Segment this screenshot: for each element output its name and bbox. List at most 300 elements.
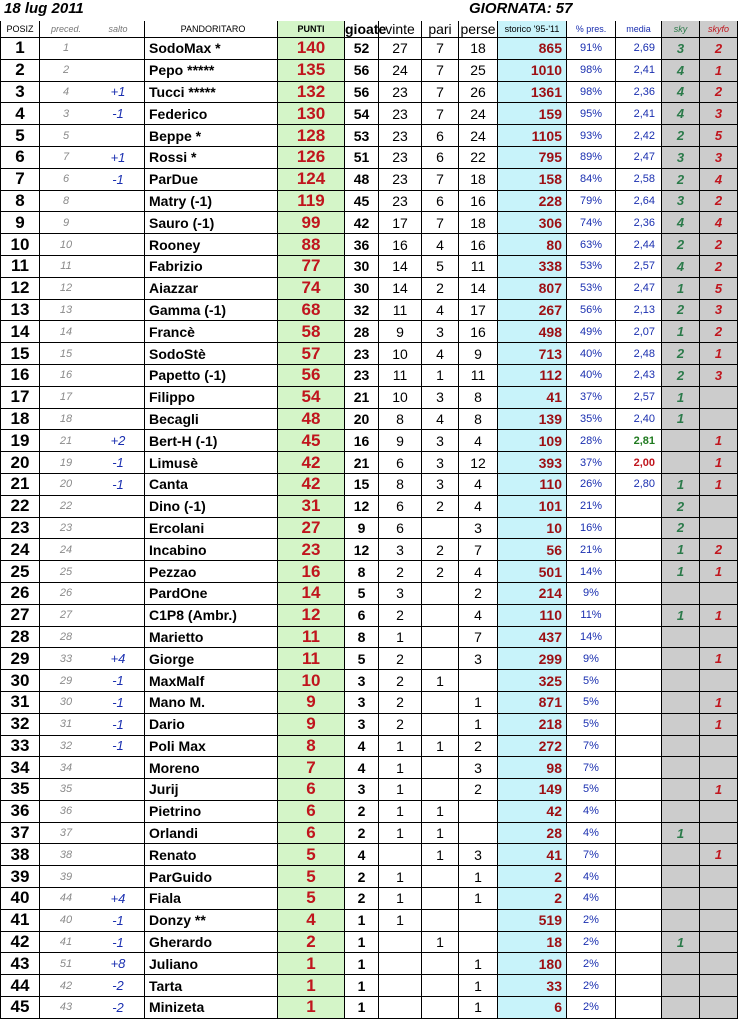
player-name-cell: Moreno [145,757,278,779]
sky-cell: 3 [662,146,700,168]
position-cell: 33 [1,735,40,757]
average-cell: 2,80 [616,473,662,495]
points-cell: 4 [278,909,345,931]
historical-cell: 42 [498,800,567,822]
position-change-cell [92,582,145,604]
previous-position-cell: 6 [40,168,93,190]
historical-cell: 871 [498,691,567,713]
won-cell: 1 [379,866,422,888]
average-cell [616,822,662,844]
played-cell: 56 [345,81,379,103]
position-cell: 18 [1,408,40,430]
won-cell [379,975,422,997]
player-name-cell: MaxMalf [145,670,278,692]
lost-cell: 17 [459,299,498,321]
drawn-cell: 3 [422,473,459,495]
giornata-number: 57 [555,0,573,17]
presence-pct-cell: 7% [567,735,616,757]
skyfo-cell: 1 [700,59,738,81]
presence-pct-cell: 9% [567,648,616,670]
presence-pct-cell: 35% [567,408,616,430]
previous-position-cell: 20 [40,473,93,495]
position-cell: 15 [1,343,40,365]
played-cell: 56 [345,59,379,81]
lost-cell [459,931,498,953]
won-cell: 23 [379,103,422,125]
col-header-preced: preced. [40,21,93,38]
points-cell: 77 [278,255,345,277]
player-name-cell: Federico [145,103,278,125]
won-cell: 2 [379,670,422,692]
position-cell: 14 [1,321,40,343]
position-cell: 4 [1,103,40,125]
skyfo-cell [700,931,738,953]
drawn-cell: 2 [422,495,459,517]
sky-cell: 2 [662,299,700,321]
position-cell: 2 [1,59,40,81]
average-cell [616,866,662,888]
lost-cell: 1 [459,691,498,713]
table-row [1,931,738,953]
position-cell: 11 [1,255,40,277]
table-row [1,670,738,692]
drawn-cell: 7 [422,212,459,234]
presence-pct-cell: 26% [567,473,616,495]
previous-position-cell: 21 [40,430,93,452]
average-cell [616,626,662,648]
player-name-cell: Rossi * [145,146,278,168]
player-name-cell: Gherardo [145,931,278,953]
points-cell: 12 [278,604,345,626]
position-cell: 43 [1,953,40,975]
played-cell: 28 [345,321,379,343]
won-cell: 1 [379,909,422,931]
position-cell: 25 [1,561,40,583]
historical-cell: 299 [498,648,567,670]
historical-cell: 267 [498,299,567,321]
average-cell: 2,58 [616,168,662,190]
position-cell: 41 [1,909,40,931]
table-row [1,779,738,801]
presence-pct-cell: 5% [567,713,616,735]
presence-pct-cell: 2% [567,931,616,953]
table-row [1,146,738,168]
points-cell: 11 [278,626,345,648]
points-cell: 23 [278,539,345,561]
drawn-cell: 4 [422,408,459,430]
drawn-cell [422,757,459,779]
average-cell: 2,13 [616,299,662,321]
sky-cell: 1 [662,931,700,953]
historical-cell: 56 [498,539,567,561]
table-row [1,234,738,256]
position-change-cell: -1 [92,103,145,125]
skyfo-cell: 5 [700,125,738,147]
historical-cell: 158 [498,168,567,190]
player-name-cell: SodoMax * [145,38,278,60]
position-cell: 31 [1,691,40,713]
points-cell: 6 [278,800,345,822]
position-change-cell: -1 [92,713,145,735]
table-row [1,103,738,125]
historical-cell: 18 [498,931,567,953]
points-cell: 11 [278,648,345,670]
standings-table [0,21,738,1019]
average-cell [616,888,662,910]
skyfo-cell: 4 [700,212,738,234]
position-cell: 37 [1,822,40,844]
drawn-cell: 4 [422,234,459,256]
sky-cell: 1 [662,473,700,495]
presence-pct-cell: 2% [567,909,616,931]
position-change-cell [92,561,145,583]
table-body [1,38,738,1019]
previous-position-cell: 51 [40,953,93,975]
position-cell: 20 [1,452,40,474]
sky-cell: 1 [662,822,700,844]
points-cell: 1 [278,953,345,975]
won-cell: 9 [379,430,422,452]
historical-cell: 110 [498,604,567,626]
historical-cell: 109 [498,430,567,452]
table-row [1,648,738,670]
position-cell: 19 [1,430,40,452]
skyfo-cell [700,953,738,975]
table-row [1,81,738,103]
drawn-cell: 7 [422,168,459,190]
lost-cell: 1 [459,888,498,910]
skyfo-cell [700,997,738,1019]
drawn-cell: 1 [422,822,459,844]
average-cell [616,997,662,1019]
points-cell: 48 [278,408,345,430]
page-header [0,0,709,20]
player-name-cell: ParDue [145,168,278,190]
table-row [1,212,738,234]
table-row [1,582,738,604]
historical-cell: 393 [498,452,567,474]
average-cell [616,582,662,604]
table-row [1,386,738,408]
points-cell: 16 [278,561,345,583]
player-name-cell: Minizeta [145,997,278,1019]
player-name-cell: PardOne [145,582,278,604]
points-cell: 42 [278,452,345,474]
played-cell: 4 [345,735,379,757]
historical-cell: 498 [498,321,567,343]
historical-cell: 159 [498,103,567,125]
col-header-punti: PUNTI [278,21,345,38]
points-cell: 14 [278,582,345,604]
position-change-cell [92,343,145,365]
points-cell: 9 [278,691,345,713]
skyfo-cell [700,866,738,888]
won-cell: 2 [379,604,422,626]
played-cell: 45 [345,190,379,212]
historical-cell: 1105 [498,125,567,147]
position-cell: 42 [1,931,40,953]
won-cell: 3 [379,582,422,604]
previous-position-cell: 19 [40,452,93,474]
historical-cell: 713 [498,343,567,365]
sky-cell: 1 [662,604,700,626]
position-change-cell [92,364,145,386]
presence-pct-cell: 7% [567,844,616,866]
table-row [1,452,738,474]
previous-position-cell: 5 [40,125,93,147]
table-row [1,735,738,757]
presence-pct-cell: 14% [567,561,616,583]
position-change-cell [92,212,145,234]
won-cell: 23 [379,190,422,212]
presence-pct-cell: 21% [567,495,616,517]
lost-cell: 4 [459,561,498,583]
historical-cell: 1010 [498,59,567,81]
points-cell: 57 [278,343,345,365]
position-change-cell: +4 [92,648,145,670]
table-row [1,953,738,975]
won-cell: 23 [379,81,422,103]
played-cell: 15 [345,473,379,495]
position-cell: 16 [1,364,40,386]
sky-cell [662,626,700,648]
presence-pct-cell: 89% [567,146,616,168]
position-change-cell [92,38,145,60]
drawn-cell [422,997,459,1019]
played-cell: 1 [345,997,379,1019]
drawn-cell [422,604,459,626]
position-cell: 28 [1,626,40,648]
previous-position-cell: 15 [40,343,93,365]
average-cell: 2,41 [616,103,662,125]
won-cell: 14 [379,255,422,277]
col-header-sky: sky [662,21,700,38]
previous-position-cell: 13 [40,299,93,321]
average-cell: 2,48 [616,343,662,365]
previous-position-cell: 40 [40,909,93,931]
average-cell [616,735,662,757]
drawn-cell [422,713,459,735]
skyfo-cell [700,800,738,822]
table-row [1,408,738,430]
presence-pct-cell: 79% [567,190,616,212]
average-cell: 2,57 [616,386,662,408]
historical-cell: 80 [498,234,567,256]
player-name-cell: Becagli [145,408,278,430]
average-cell [616,757,662,779]
played-cell: 36 [345,234,379,256]
player-name-cell: SodoStè [145,343,278,365]
presence-pct-cell: 63% [567,234,616,256]
previous-position-cell: 17 [40,386,93,408]
table-row [1,321,738,343]
sky-cell: 1 [662,561,700,583]
historical-cell: 180 [498,953,567,975]
presence-pct-cell: 40% [567,364,616,386]
sky-cell: 1 [662,321,700,343]
skyfo-cell: 1 [700,561,738,583]
lost-cell: 4 [459,495,498,517]
drawn-cell: 2 [422,277,459,299]
previous-position-cell: 12 [40,277,93,299]
won-cell: 24 [379,59,422,81]
drawn-cell: 4 [422,343,459,365]
player-name-cell: Jurij [145,779,278,801]
previous-position-cell: 26 [40,582,93,604]
average-cell [616,691,662,713]
drawn-cell: 7 [422,59,459,81]
position-change-cell: -1 [92,473,145,495]
table-row [1,539,738,561]
played-cell: 8 [345,561,379,583]
drawn-cell: 3 [422,386,459,408]
historical-cell: 41 [498,386,567,408]
table-row [1,38,738,60]
position-change-cell: -1 [92,452,145,474]
average-cell: 2,57 [616,255,662,277]
sky-cell: 2 [662,364,700,386]
player-name-cell: ParGuido [145,866,278,888]
drawn-cell: 4 [422,299,459,321]
sky-cell: 2 [662,517,700,539]
player-name-cell: Orlandi [145,822,278,844]
won-cell: 11 [379,364,422,386]
skyfo-cell: 1 [700,473,738,495]
table-row [1,866,738,888]
skyfo-cell: 1 [700,844,738,866]
skyfo-cell: 2 [700,255,738,277]
previous-position-cell: 36 [40,800,93,822]
skyfo-cell: 3 [700,299,738,321]
lost-cell: 2 [459,735,498,757]
player-name-cell: Sauro (-1) [145,212,278,234]
played-cell: 1 [345,953,379,975]
lost-cell: 24 [459,103,498,125]
lost-cell: 7 [459,539,498,561]
lost-cell [459,909,498,931]
previous-position-cell: 18 [40,408,93,430]
average-cell: 2,36 [616,212,662,234]
previous-position-cell: 34 [40,757,93,779]
presence-pct-cell: 28% [567,430,616,452]
position-change-cell [92,517,145,539]
presence-pct-cell: 98% [567,59,616,81]
average-cell [616,713,662,735]
position-change-cell [92,844,145,866]
position-change-cell [92,626,145,648]
played-cell: 2 [345,800,379,822]
lost-cell: 16 [459,234,498,256]
previous-position-cell: 35 [40,779,93,801]
points-cell: 5 [278,888,345,910]
points-cell: 140 [278,38,345,60]
drawn-cell [422,909,459,931]
position-change-cell: -1 [92,168,145,190]
drawn-cell [422,648,459,670]
position-cell: 26 [1,582,40,604]
skyfo-cell: 1 [700,691,738,713]
average-cell: 2,07 [616,321,662,343]
position-cell: 7 [1,168,40,190]
points-cell: 132 [278,81,345,103]
position-change-cell [92,59,145,81]
position-cell: 45 [1,997,40,1019]
previous-position-cell: 11 [40,255,93,277]
lost-cell: 2 [459,779,498,801]
previous-position-cell: 7 [40,146,93,168]
player-name-cell: Pietrino [145,800,278,822]
position-cell: 29 [1,648,40,670]
presence-pct-cell: 53% [567,277,616,299]
played-cell: 42 [345,212,379,234]
player-name-cell: Incabino [145,539,278,561]
sky-cell [662,779,700,801]
average-cell: 2,41 [616,59,662,81]
sky-cell: 1 [662,408,700,430]
sky-cell [662,648,700,670]
previous-position-cell: 37 [40,822,93,844]
played-cell: 4 [345,757,379,779]
sky-cell: 3 [662,38,700,60]
position-change-cell [92,779,145,801]
lost-cell: 8 [459,408,498,430]
lost-cell: 18 [459,38,498,60]
historical-cell: 2 [498,888,567,910]
table-row [1,691,738,713]
lost-cell: 25 [459,59,498,81]
position-cell: 9 [1,212,40,234]
won-cell: 1 [379,888,422,910]
player-name-cell: Beppe * [145,125,278,147]
drawn-cell [422,779,459,801]
player-name-cell: Donzy ** [145,909,278,931]
position-change-cell [92,822,145,844]
won-cell: 2 [379,648,422,670]
drawn-cell: 7 [422,103,459,125]
skyfo-cell [700,757,738,779]
previous-position-cell: 42 [40,975,93,997]
player-name-cell: Tucci ***** [145,81,278,103]
historical-cell: 272 [498,735,567,757]
skyfo-cell [700,735,738,757]
sky-cell [662,452,700,474]
position-change-cell [92,386,145,408]
won-cell: 9 [379,321,422,343]
player-name-cell: Papetto (-1) [145,364,278,386]
played-cell: 3 [345,713,379,735]
skyfo-cell: 1 [700,713,738,735]
sky-cell: 2 [662,234,700,256]
player-name-cell: Pepo ***** [145,59,278,81]
sky-cell [662,975,700,997]
position-change-cell: -2 [92,975,145,997]
points-cell: 2 [278,931,345,953]
table-row [1,561,738,583]
presence-pct-cell: 5% [567,691,616,713]
player-name-cell: C1P8 (Ambr.) [145,604,278,626]
points-cell: 10 [278,670,345,692]
historical-cell: 865 [498,38,567,60]
played-cell: 16 [345,430,379,452]
position-change-cell: +1 [92,146,145,168]
drawn-cell [422,691,459,713]
skyfo-cell [700,495,738,517]
historical-cell: 110 [498,473,567,495]
won-cell [379,997,422,1019]
table-row [1,909,738,931]
sky-cell [662,800,700,822]
lost-cell: 8 [459,386,498,408]
